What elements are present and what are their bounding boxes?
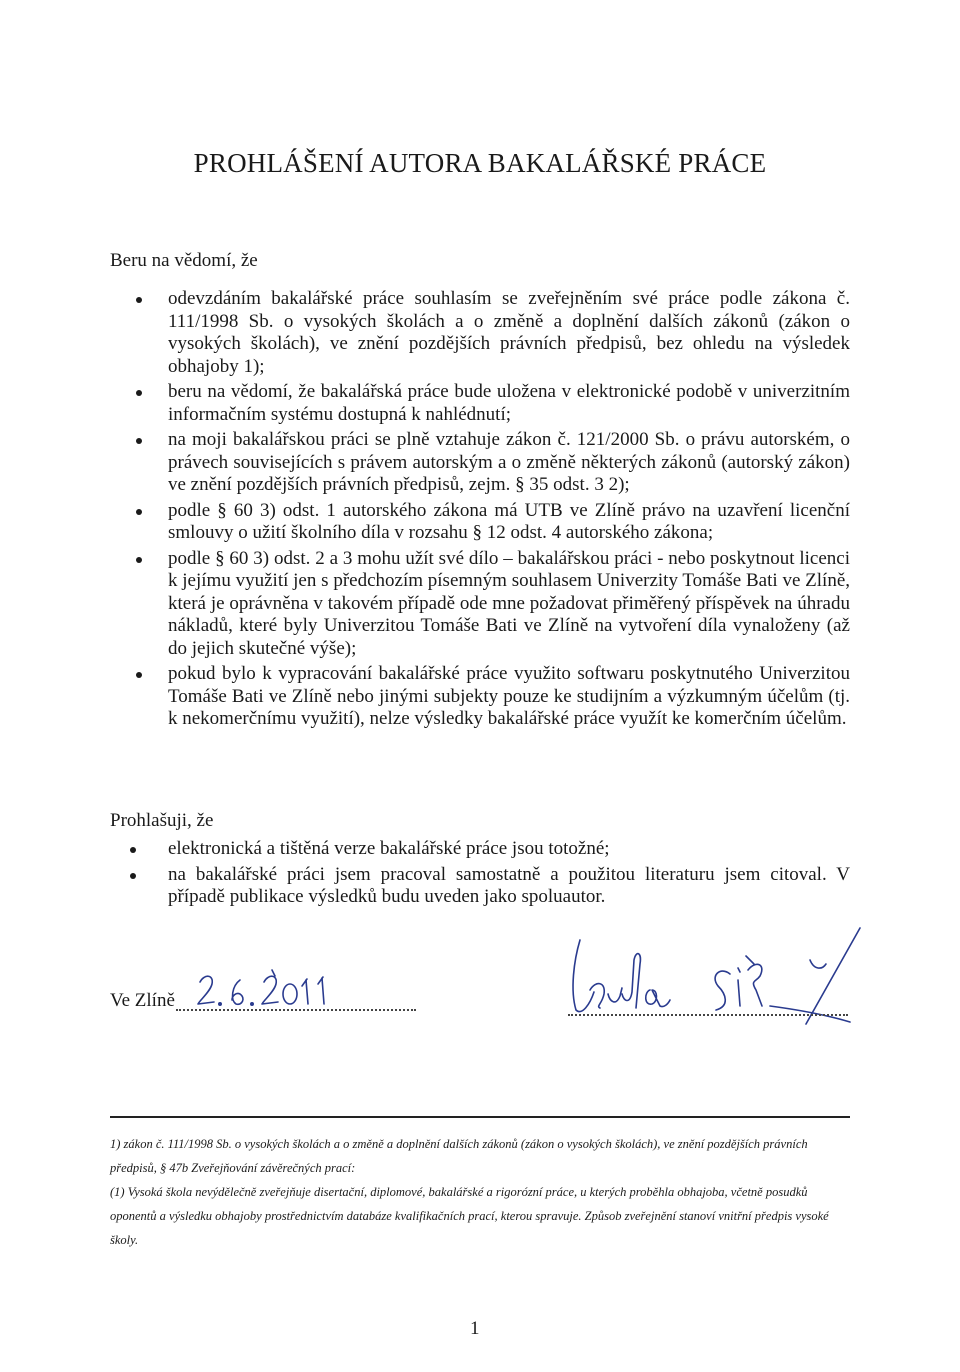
page-number: 1 [470,1318,480,1339]
declaration-heading: Prohlašuji, že [110,810,214,831]
footnote: (1) Vysoká škola nevýdělečně zveřejňuje disertační, diplomové, bakalářské a rigorózní práce, u kterých proběhla obhajoba, včetně posudků oponentů a výsledku obhajoby prostřednictvím databáze kvalifikačních prací, kterou spravuje. Způsob zveřejnění stanoví vnitřní předpis vysoké školy. [110,1185,829,1247]
list-item: na bakalářské práci jsem pracoval samostatně a použitou literaturu jsem citoval. V případě publikace výsledků budu uveden jako spoluautor. [120,864,850,908]
declaration-list [120,838,850,912]
document-title: PROHLÁŠENÍ AUTORA BAKALÁŘSKÉ PRÁCE [193,148,767,178]
list-item: beru na vědomí, že bakalářská práce bude uložena v elektronické podobě v univerzitním informačním systému dostupná k nahlédnutí; [130,381,850,426]
list-item: podle § 60 3) odst. 1 autorského zákona má UTB ve Zlíně právo na uzavření licenční smlouvy o užití školního díla v rozsahu § 12 odst. 4 autorského zákona; [130,500,850,545]
acknowledgement-list [130,288,850,734]
footnote: 1) zákon č. 111/1998 Sb. o vysokých školách a o změně a doplnění dalších zákonů (zákon o vysokých školách), ve znění pozdějších právních předpisů, § 47b Zveřejňování závěrečných prací: [110,1137,808,1175]
place-label: Ve Zlíně [110,990,175,1011]
footnote-divider [110,1116,850,1118]
place-date-row [110,990,175,1012]
intro-text: Beru na vědomí, že [110,250,258,271]
signature-dotted-line [568,1014,848,1016]
list-item: na moji bakalářskou práci se plně vztahuje zákon č. 121/2000 Sb. o právu autorském, o právech souvisejících s právem autorským a o změně některých zákonů (autorský zákon) ve znění pozdějších právních předpisů, zejm. § 35 odst. 3 2); [130,429,850,497]
list-item: elektronická a tištěná verze bakalářské práce jsou totožné; [120,838,850,860]
list-item: podle § 60 3) odst. 2 a 3 mohu užít své dílo – bakalářskou práci - nebo poskytnout licenci k jejímu využití jen s předchozím písemným souhlasem Univerzity Tomáše Bati ve Zlíně, která je oprávněna v takovém případě ode mne požadovat přiměřený příspěvek na úhradu nákladů, které byly Univerzitou Tomáše Bati ve Zlíně na vytvoření díla vynaloženy (až do jejich skutečné výše); [130,548,850,661]
footnotes [110,1132,852,1252]
list-item: pokud bylo k vypracování bakalářské práce využito softwaru poskytnutého Univerzitou Tomáše Bati ve Zlíně nebo jinými subjekty pouze ke studijním a výzkumným účelům (tj. k nekomerčnímu využití), nelze výsledky bakalářské práce využít ke komerčním účelům. [130,663,850,731]
date-dotted-line [176,995,416,1011]
list-item: odevzdáním bakalářské práce souhlasím se zveřejněním své práce podle zákona č. 111/1998 Sb. o vysokých školách a o změně a doplnění dalších zákonů (zákon o vysokých školách), ve znění pozdějších právních předpisů, bez ohledu na výsledek obhajoby 1); [130,288,850,378]
